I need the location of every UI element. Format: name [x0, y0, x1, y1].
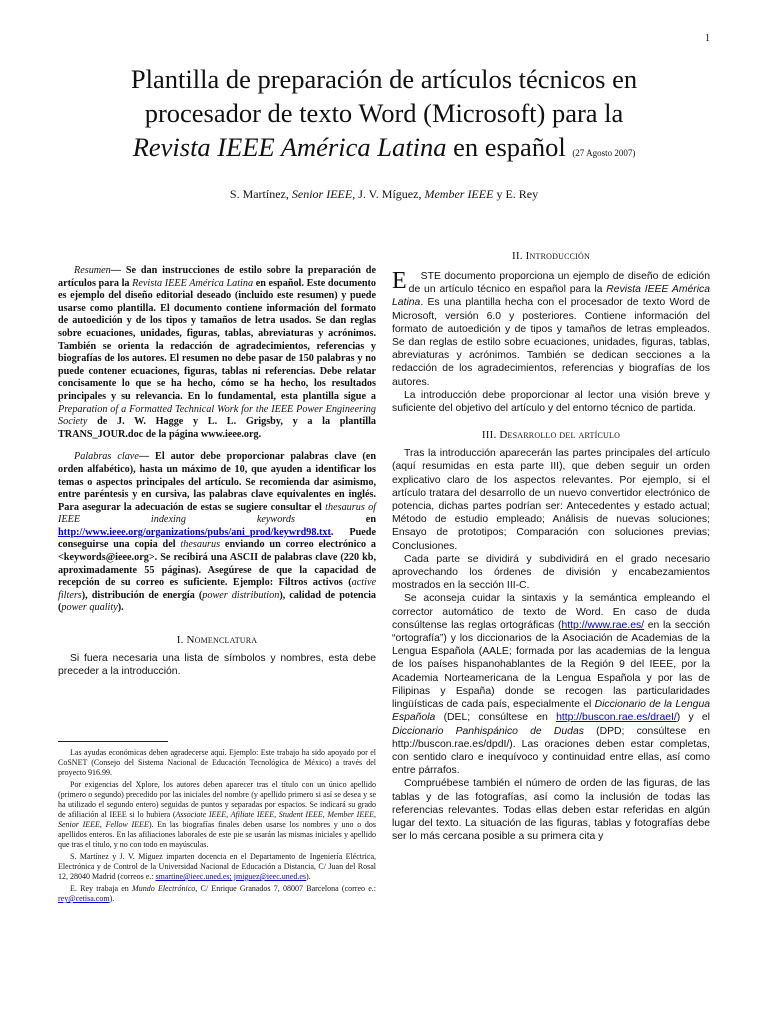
section-paragraph [392, 270, 710, 389]
title-line-2: procesador de texto Word (Microsoft) para la [144, 98, 624, 128]
author-1: S. Martínez, [229, 187, 292, 201]
footnote-text: , C/ Enrique Granados 7, 08007 Barcelona (correo e.: [195, 884, 377, 893]
paragraph-text: Diccionario Panhispánico de Dudas [392, 725, 584, 737]
section-paragraph [392, 592, 710, 777]
paragraph-text: STE documento proporciona un ejemplo de diseño de edición de un artículo técnico en español para la [408, 271, 710, 296]
keywords-link[interactable]: http://www.ieee.org/organizations/pubs/ani_prod/keywrd98.txt [58, 526, 331, 538]
footnote-affiliation-1 [58, 852, 376, 882]
footnote-text: ). [109, 894, 115, 903]
section-title: Nomenclatura [186, 634, 258, 647]
section-heading-nomenclatura [58, 634, 376, 646]
paragraph-text: en la sección “ortografía”) y los diccionarios de la Asociación de Academias de la Lengua Española (AALE; formada por las academias de la lengua de los países hispanohablantes de la Región 9 del IEEE, por la Academia Norteamericana de la Lengua Española y por las de Filipinas y España) donde se recogen las particularidades lingüísticas de cada país, especialmente el [392, 619, 710, 711]
author-2: , J. V. Míguez, [352, 187, 425, 201]
footnote-rule [58, 741, 168, 742]
footnote-email-link[interactable]: smartine@ieec.uned.es; jmiguez@ieec.uned.es [155, 872, 306, 881]
keywords-text: en [294, 514, 376, 526]
footnote-text: ). En las biografías finales deben usarse los nombres y uno o dos apellidos enteros. En las afiliaciones laborales de este pie se usarán las mismas iniciales y apellido que tras el título, y no con todo en mayúsculas. [58, 820, 377, 849]
title-date: (27 Agosto 2007) [572, 148, 636, 158]
page-number: 1 [705, 33, 710, 44]
author-3: y E. Rey [493, 187, 539, 201]
keywords-text: ), calidad de potencia ( [58, 589, 376, 614]
keywords-text: ), distribución de energía ( [81, 589, 203, 601]
abstract-journal: Revista IEEE América Latina [132, 277, 254, 289]
section-paragraph: Tras la introducción aparecerán las partes principales del artículo (aquí resumidas en esta parte III), que deben seguir un orden explicativo claro de los aspectos relevantes. Por ejemplo, si el artículo tratara del desarrollo de un nuevo convertidor electrónico de potencia, dichas partes podrían ser: Antecedentes y estado actual; Método de estudio empleado; Análisis de nuevas soluciones; Ensayo de prototipos; Comparación con soluciones previas; Conclusiones. [392, 448, 710, 552]
paragraph-text: . Es una plantilla hecha con el procesador de texto Word de Microsoft, versión 6.0 y posteriores. Contiene información del formato de autoedición y de tipos y tamaños de letras empleados. Se dan reglas de estilo sobre ecuaciones, unidades, figuras, tablas, abreviaturas y acrónimos. También se dedican secciones a la redacción de los agradecimientos, referencias y biografías de los autores. [392, 297, 710, 388]
keywords [58, 451, 376, 615]
paragraph-text: Se aconseja cuidar la sintaxis y la semántica empleando el corrector automático de texto de Word. En caso de duda consúltense las reglas ortográficas ( [392, 593, 710, 631]
abstract [58, 265, 376, 441]
section-paragraph: Compruébese también el número de orden de las figuras, de las tablas y de las fotografías, así como la inclusión de todas las referencias relevantes. Todas ellas deben estar referidas en algún lugar del texto. La situación de las figuras, tablas y fotografías debe ser lo más cercana posible a su primera cita y [392, 778, 710, 843]
keywords-text: active filters [58, 577, 376, 601]
section-title: Desarrollo del artículo [499, 429, 621, 442]
paragraph-text: (DEL; consúltese en [435, 712, 557, 724]
keywords-text: power quality [61, 602, 118, 614]
keywords-text: enviando un correo electrónico a <keywords@ieee.org>. Se recibirá una ASCII de palabras clave (220 kb, aproximadamente 55 páginas). Asegúrese de que la capacidad de recepción de su correo es suficiente. Ejemplo: Filtros activos ( [58, 539, 376, 589]
abstract-text: de J. W. Hagge y L. L. Grigsby, y a la plantilla TRANS_JOUR.doc de la página www.ieee.org. [58, 416, 376, 440]
footnote-affiliation-2 [58, 884, 376, 904]
paragraph-text: ) y el [676, 712, 710, 724]
footnote-email-link[interactable]: rey@cetisa.com [58, 894, 110, 903]
abstract-label: Resumen [74, 265, 111, 276]
footnote-text: S. Martínez y J. V. Míguez imparten docencia en el Departamento de Ingeniería Eléctrica, Electrónica y de Control de la Universidad Nacional de Educación a Distancia, C/ Juan del Rosal 12, 28040 Madrid (correos e.: [58, 852, 376, 881]
abstract-text: — Se dan instrucciones de estilo sobre la preparación de artículos para la [58, 265, 376, 289]
keywords-text: . Puede conseguirse una copia del [58, 526, 376, 551]
author-line [0, 187, 768, 202]
keywords-label: Palabras clave [74, 451, 139, 463]
keywords-text: thesaurus [180, 539, 221, 551]
section-number: II. [512, 250, 526, 262]
rae-link[interactable]: http://www.rae.es/ [561, 619, 645, 631]
title-journal: Revista IEEE América Latina [132, 132, 447, 162]
section-paragraph: Cada parte se dividirá y subdividirá en el grado necesario aprovechando los órdenes de división y encabezamientos mostrados en la sección III-C. [392, 553, 710, 592]
paper-title [0, 62, 768, 170]
keywords-text: power distribution [202, 589, 280, 601]
paragraph-text: Diccionario de la Lengua Española [392, 699, 710, 724]
section-paragraph: Si fuera necesaria una lista de símbolos y nombres, esta debe preceder a la introducción. [58, 653, 376, 678]
drae-link[interactable]: http://buscon.rae.es/draeI/ [556, 712, 677, 724]
title-line-1: Plantilla de preparación de artículos técnicos en [130, 64, 638, 94]
section-number: III. [481, 429, 500, 442]
section-title: Introducción [525, 250, 590, 262]
footnote-authors-format [58, 780, 376, 850]
keywords-thesaurus: thesaurus of IEEE indexing keywords [58, 501, 376, 526]
footnote-text: Por exigencias del Xplore, los autores deben aparecer tras el título con un único apellido (primero o segundo) precedido por las iniciales del nombre (y apellido primero si así se desea y se ha utilizado el segundo entero) seguidas de puntos y separadas por espacios. Se indicará su grado de afiliación al IEEE si lo hubiera ( [58, 780, 376, 819]
section-heading-desarrollo [392, 429, 710, 441]
section-heading-introduccion [392, 250, 710, 262]
author-2-role: Member IEEE [424, 187, 494, 201]
keywords-text: ). [117, 602, 124, 614]
section-number: I. [176, 634, 187, 647]
drop-cap: E [392, 268, 407, 294]
footnote-text: ). [305, 872, 311, 881]
title-line-3: en español [446, 132, 573, 162]
paragraph-text: Revista IEEE América Latina [392, 284, 710, 309]
keywords-text: — El autor debe proporcionar palabras clave (en orden alfabético), hasta un máximo de 10, que ayuden a identificar los temas o aspectos principales del artículo. Se recomienda dar asimismo, entre paréntesis y en cursiva, las palabras clave equivalentes en inglés. Para asegurar la adecuación de estas se sugiere consultar el [58, 451, 376, 513]
left-column [58, 265, 376, 678]
paragraph-text: (DPD; consúltese en http://buscon.rae.es/dpdI/). Las oraciones deben estar completas, con sentido claro e inequívoco y continuidad entre ellas, así como entre párrafos. [392, 725, 710, 777]
right-column [392, 250, 710, 843]
abstract-text: en español. Este documento es ejemplo del diseño editorial deseado (incluido este resumen) y puede usarse como plantilla. El documento contiene información del formato de autoedición y de los tipos y tamaños de letra usados. Se dan reglas sobre ecuaciones, unidades, figuras, tablas, abreviaturas y acrónimos. También se orienta la redacción de agradecimientos, referencias y biografías de los autores. El resumen no debe pasar de 150 palabras y no puede contener ecuaciones, figuras, tablas ni referencias. Debe relatar concisamente lo que se ha hecho, cómo se ha hecho, los resultados principales y su relevancia. En lo fundamental, esta plantilla sigue a [58, 277, 377, 402]
author-1-role: Senior IEEE [291, 187, 353, 201]
footnotes [58, 741, 376, 906]
footnote-text: E. Rey trabaja en [70, 884, 133, 893]
section-paragraph: La introducción debe proporcionar al lector una visión breve y suficiente del objetivo del artículo y del entorno técnico de partida. [392, 389, 710, 415]
footnote-text: Associate IEEE, Afiliate IEEE, Student IEEE, Member IEEE, Senior IEEE, Fellow IEEE [58, 810, 377, 829]
abstract-reference-title: Preparation of a Formatted Technical Work for the IEEE Power Engineering Society [58, 403, 376, 428]
footnote-text: Mundo Electrónico [132, 884, 196, 893]
footnote-funding: Las ayudas económicas deben agradecerse aquí. Ejemplo: Este trabajo ha sido apoyado por el CoSNET (Consejo del Sistema Nacional de Educación Tecnológica de México) a través del proyecto 916.99. [58, 748, 376, 777]
